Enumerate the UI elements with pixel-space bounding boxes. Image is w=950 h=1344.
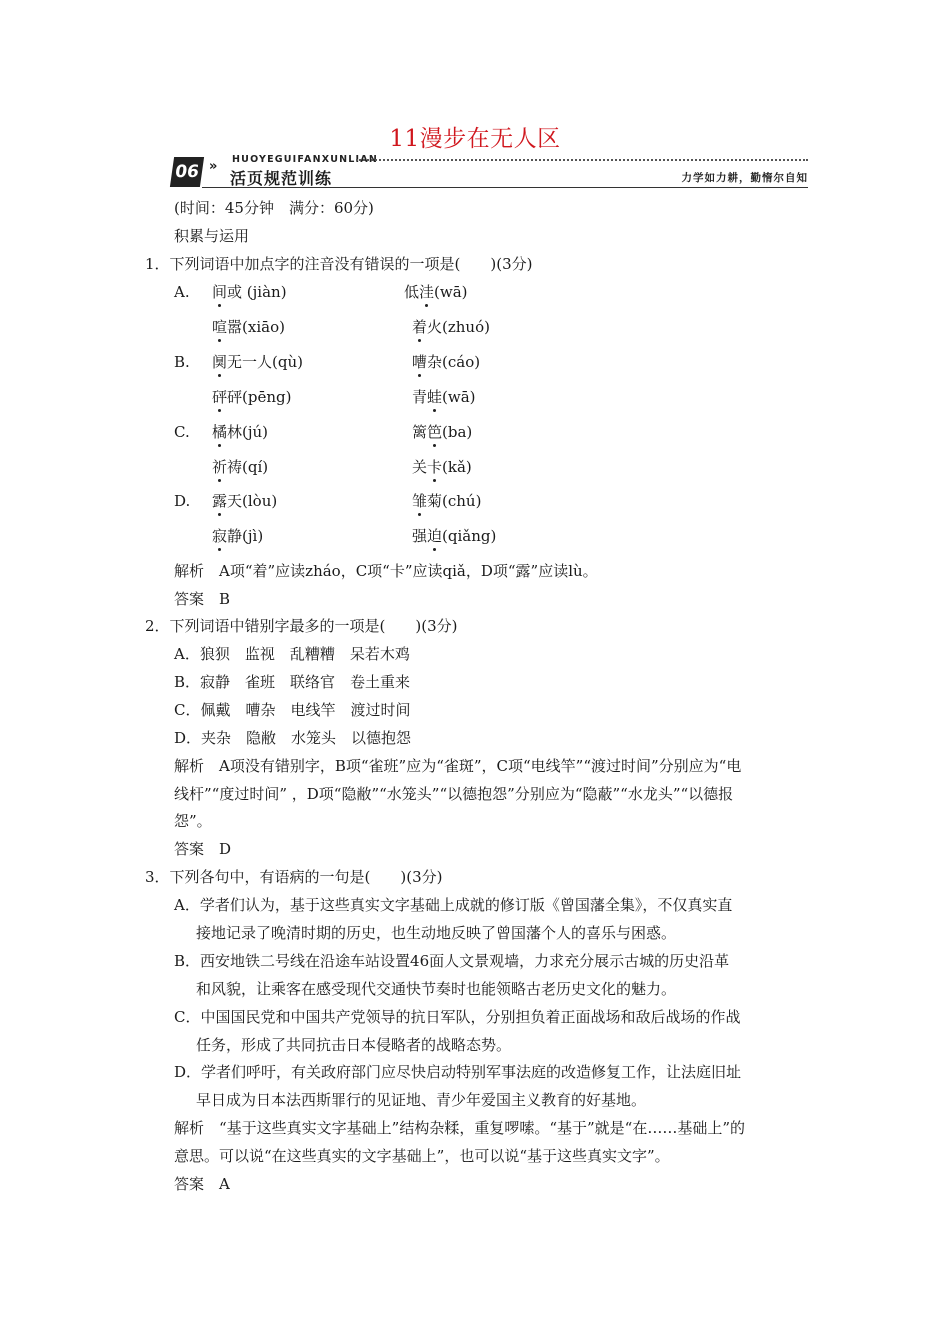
- q1-option-a-word-4: 着火(zhuó): [412, 318, 490, 336]
- question-2-analysis-line-3: 怨”。: [174, 812, 212, 830]
- q1-option-d-word-4: 强迫(qiǎng): [412, 527, 497, 545]
- section-banner: [172, 154, 808, 188]
- part-heading: 积累与运用: [174, 227, 250, 245]
- question-1-stem: 1．下列词语中加点字的注音没有错误的一项是( )(3分): [145, 255, 533, 273]
- question-1-analysis: 解析 A项“着”应读zháo，C项“卡”应读qiǎ，D项“露”应读lù。: [174, 562, 598, 580]
- q1-option-d-word-1: 露天(lòu): [212, 492, 278, 510]
- q3-option-b-line-1: B．西安地铁二号线在沿途车站设置46面人文景观墙，力求充分展示古城的历史沿革: [174, 952, 730, 970]
- q3-option-b-line-2: 和风貌，让乘客在感受现代交通快节奏时也能领略古老历史文化的魅力。: [196, 980, 677, 998]
- q1-option-c-word-1: 橘林(jú): [212, 423, 269, 441]
- question-3-analysis-line-1: 解析 “基于这些真实文字基础上”结构杂糅，重复啰嗦。“基于”就是“在……基础上”的: [174, 1119, 746, 1137]
- q2-option-d: D．夹杂 隐敝 水笼头 以德抱怨: [174, 729, 412, 747]
- q3-option-a-line-2: 接地记录了晚清时期的历史，也生动地反映了曾国藩个人的喜乐与困惑。: [196, 924, 677, 942]
- q1-option-d-word-3: 寂静(jì): [212, 527, 264, 545]
- q1-option-c-word-3: 祈祷(qí): [212, 458, 269, 476]
- q1-option-c-word-4: 关卡(kǎ): [412, 458, 472, 476]
- q1-option-d-word-2: 雏菊(chú): [412, 492, 482, 510]
- banner-pinyin: HUOYEGUIFANXUNLIAN: [232, 154, 378, 165]
- document-title: 11漫步在无人区: [389, 126, 561, 152]
- question-3-answer: 答案 A: [174, 1175, 230, 1193]
- q1-option-b-word-3: 砰砰(pēng): [212, 388, 292, 406]
- question-2-analysis-line-2: 线杆”“度过时间” ，D项“隐敝”“水笼头”“以德抱怨”分别应为“隐蔽”“水龙头”“以德报: [174, 785, 734, 803]
- q1-option-a-word-3: 喧嚣(xiāo): [212, 318, 285, 336]
- question-2-answer: 答案 D: [174, 840, 232, 858]
- question-1-answer: 答案 B: [174, 590, 231, 608]
- banner-dotted-rule: [356, 159, 808, 161]
- question-3-analysis-line-2: 意思。可以说“在这些真实的文字基础上”，也可以说“基于这些真实文字”。: [174, 1147, 670, 1165]
- q3-option-c-line-1: C．中国国民党和中国共产党领导的抗日军队，分别担负着正面战场和敌后战场的作战: [174, 1008, 741, 1026]
- section-number-badge: 06: [170, 157, 204, 187]
- q1-option-a-label: A.: [174, 283, 190, 301]
- q1-option-b-label: B.: [174, 353, 190, 371]
- banner-section-title: 活页规范训练: [230, 169, 333, 188]
- q2-option-b: B．寂静 雀班 联络官 卷土重来: [174, 673, 411, 691]
- question-3-stem: 3．下列各句中，有语病的一句是( )(3分): [145, 868, 443, 886]
- q1-option-a-word-2: 低洼(wā): [404, 283, 468, 301]
- chevron-icon: »: [209, 159, 218, 174]
- q1-option-b-word-4: 青蛙(wā): [412, 388, 476, 406]
- time-and-score: (时间：45分钟 满分：60分): [174, 199, 374, 217]
- q2-option-c: C．佩戴 嘈杂 电线竿 渡过时间: [174, 701, 411, 719]
- q2-option-a: A．狼狈 监视 乱糟糟 呆若木鸡: [174, 645, 410, 663]
- q1-option-b-word-1: 阒无一人(qù): [212, 353, 303, 371]
- q1-option-a-word-1: 间或 (jiàn): [212, 283, 287, 301]
- q3-option-c-line-2: 任务，形成了共同抗击日本侵略者的战略态势。: [196, 1036, 512, 1054]
- question-2-analysis-line-1: 解析 A项没有错别字，B项“雀班”应为“雀斑”，C项“电线竿”“渡过时间”分别应为“电: [174, 757, 742, 775]
- q1-option-d-label: D.: [174, 492, 191, 510]
- q3-option-d-line-1: D．学者们呼吁，有关政府部门应尽快启动特别军事法庭的改造修复工作，让法庭旧址: [174, 1063, 742, 1081]
- q1-option-b-word-2: 嘈杂(cáo): [412, 353, 481, 371]
- q1-option-c-label: C.: [174, 423, 190, 441]
- question-2-stem: 2．下列词语中错别字最多的一项是( )(3分): [145, 617, 458, 635]
- q3-option-d-line-2: 早日成为日本法西斯罪行的见证地、青少年爱国主义教育的好基地。: [196, 1091, 647, 1109]
- banner-motto: 力学如力耕，勤惰尔自知: [681, 172, 808, 184]
- q1-option-c-word-2: 篱笆(ba): [412, 423, 473, 441]
- q3-option-a-line-1: A．学者们认为，基于这些真实文字基础上成就的修订版《曾国藩全集》，不仅真实直: [174, 896, 733, 914]
